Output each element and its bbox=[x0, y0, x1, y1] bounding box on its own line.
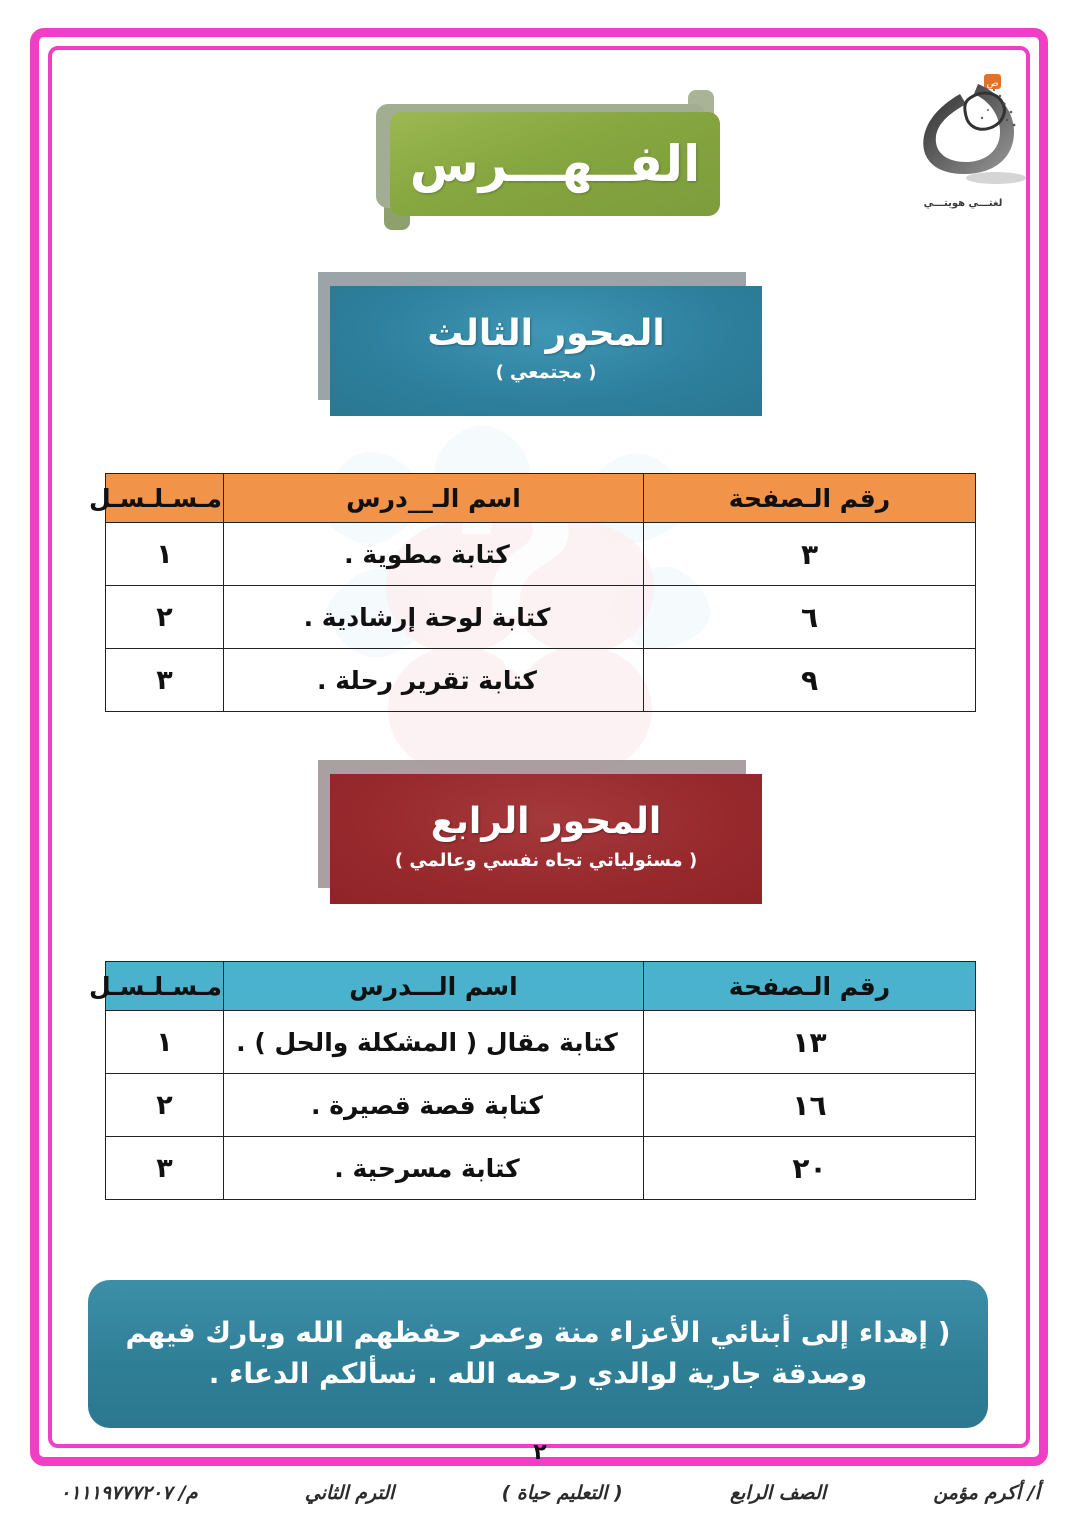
banner-title: المحور الرابع bbox=[430, 801, 662, 842]
dedication-box bbox=[88, 1280, 988, 1428]
cell-lesson: كتابة مسرحية . bbox=[224, 1137, 644, 1200]
table-row bbox=[106, 1074, 976, 1137]
cell-lesson: كتابة مطوية . bbox=[224, 523, 644, 586]
cell-lesson: كتابة قصة قصيرة . bbox=[224, 1074, 644, 1137]
header-sequence: مـسـلـسـل bbox=[106, 962, 224, 1011]
table-row bbox=[106, 586, 976, 649]
cell-lesson: كتابة مقال ( المشكلة والحل ) . bbox=[224, 1011, 644, 1074]
banner-subtitle: ( مجتمعي ) bbox=[495, 362, 597, 383]
table-row bbox=[106, 649, 976, 712]
cell-lesson: كتابة تقرير رحلة . bbox=[224, 649, 644, 712]
table-row bbox=[106, 1137, 976, 1200]
header-page-number: رقم الـصفحة bbox=[644, 474, 976, 523]
cell-page: ٣ bbox=[644, 523, 976, 586]
footer-term: الترم الثاني bbox=[304, 1482, 395, 1504]
banner-title: المحور الثالث bbox=[427, 313, 665, 354]
page-number: ٢ bbox=[533, 1440, 547, 1465]
banner-body bbox=[330, 286, 762, 416]
ribbon-body bbox=[390, 112, 720, 216]
cell-page: ٩ bbox=[644, 649, 976, 712]
cell-sequence: ٣ bbox=[106, 1137, 224, 1200]
footer-phone: م/ ٠١١١٩٧٧٧٢٠٧ bbox=[60, 1482, 198, 1504]
table-row bbox=[106, 523, 976, 586]
cell-sequence: ٢ bbox=[106, 586, 224, 649]
page-content bbox=[60, 58, 1020, 1465]
cell-sequence: ١ bbox=[106, 523, 224, 586]
document-title-ribbon bbox=[376, 90, 722, 230]
cell-page: ٢٠ bbox=[644, 1137, 976, 1200]
banner-body bbox=[330, 774, 762, 904]
header-lesson-name: اسم الـــدرس bbox=[224, 962, 644, 1011]
cell-lesson: كتابة لوحة إرشادية . bbox=[224, 586, 644, 649]
svg-text:ص: ص bbox=[986, 78, 999, 89]
arabic-calligraphy-logo-icon bbox=[908, 70, 1028, 196]
page-title: الفــهـــرس bbox=[409, 135, 701, 193]
logo-caption: لغتـــي هويتـــي bbox=[923, 198, 1003, 209]
page-footer bbox=[60, 1482, 1040, 1504]
footer-grade: الصف الرابع bbox=[729, 1482, 827, 1504]
index-table-third-axis bbox=[88, 473, 976, 712]
table-header-row bbox=[106, 474, 976, 523]
header-sequence: مـسـلـسـل bbox=[106, 474, 224, 523]
index-table-fourth-axis bbox=[88, 961, 976, 1200]
table-row bbox=[106, 1011, 976, 1074]
cell-page: ٦ bbox=[644, 586, 976, 649]
footer-teacher-name: أ/ أكرم مؤمن bbox=[933, 1482, 1040, 1504]
header-page-number: رقم الـصفحة bbox=[644, 962, 976, 1011]
dedication-line-2: وصدقة جارية لوالدي رحمه الله . نسألكم الدعاء . bbox=[208, 1357, 868, 1390]
table-header-row bbox=[106, 962, 976, 1011]
dedication-line-1: ( إهداء إلى أبنائي الأعزاء منة وعمر حفظهم الله وبارك فيهم bbox=[125, 1316, 951, 1350]
banner-subtitle: ( مسئولياتي تجاه نفسي وعالمي ) bbox=[394, 850, 698, 871]
cell-sequence: ٢ bbox=[106, 1074, 224, 1137]
header-lesson-name: اسم الـ__درس bbox=[224, 474, 644, 523]
brand-logo bbox=[898, 70, 1028, 220]
footer-slogan: ( التعليم حياة ) bbox=[501, 1482, 623, 1504]
cell-sequence: ١ bbox=[106, 1011, 224, 1074]
cell-page: ١٦ bbox=[644, 1074, 976, 1137]
cell-sequence: ٣ bbox=[106, 649, 224, 712]
cell-page: ١٣ bbox=[644, 1011, 976, 1074]
dedication-text bbox=[125, 1313, 950, 1394]
